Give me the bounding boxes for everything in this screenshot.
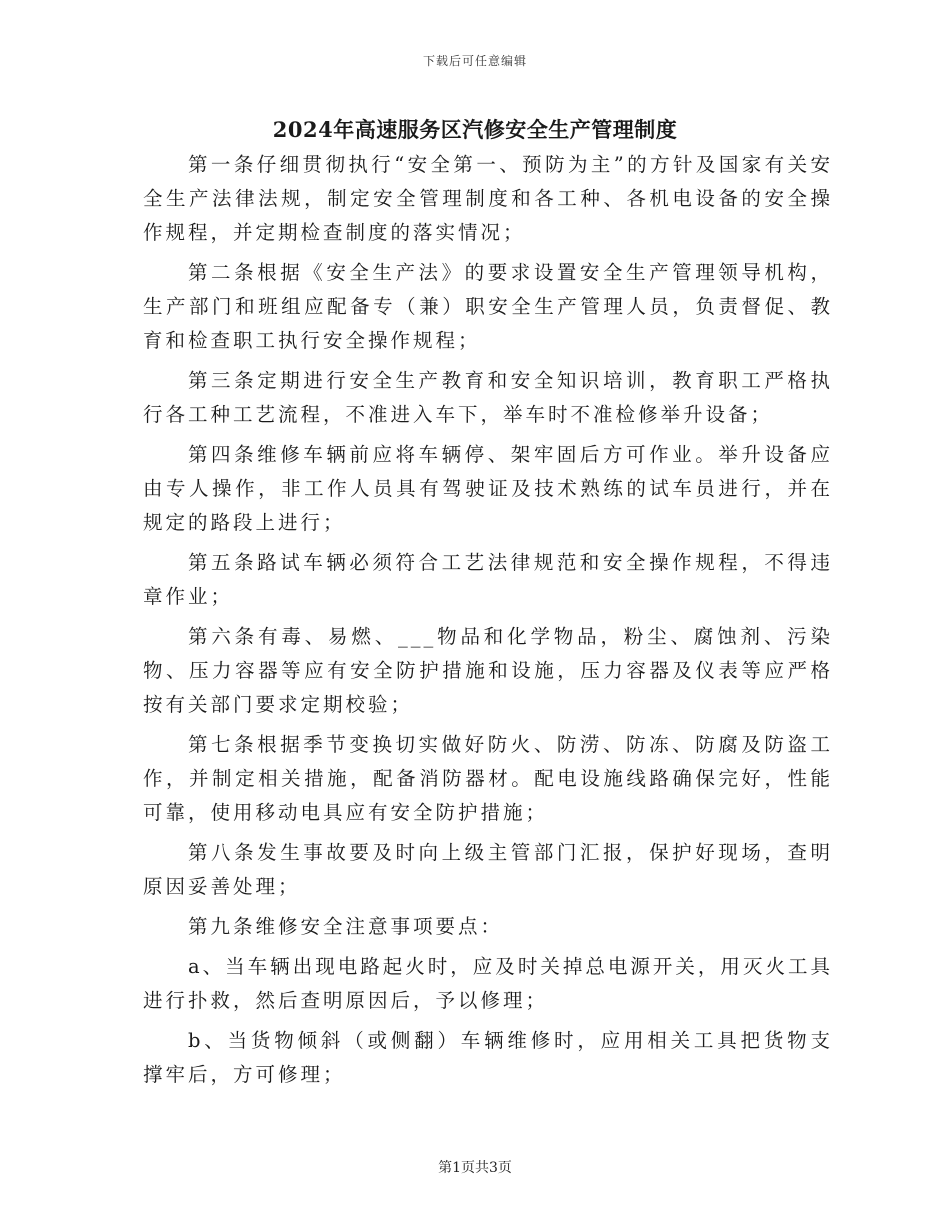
document-title: 2024年高速服务区汽修安全生产管理制度	[272, 117, 678, 142]
paragraph-article-1: 第一条仔细贯彻执行“安全第一、预防为主”的方针及国家有关安全生产法律法规，制定安全管理制度和各工种、各机电设备的安全操作规程，并定期检查制度的落实情况；	[143, 153, 833, 244]
paragraph-article-2: 第二条根据《安全生产法》的要求设置安全生产管理领导机构，生产部门和班组应配备专（兼）职安全生产管理人员，负责督促、教育和检查职工执行安全操作规程；	[143, 261, 833, 352]
paragraph-article-4: 第四条维修车辆前应将车辆停、架牢固后方可作业。举升设备应由专人操作，非工作人员具有驾驶证及技术熟练的试车员进行，并在规定的路段上进行；	[143, 443, 833, 534]
page-number: 第1页共3页	[438, 1160, 512, 1176]
page-header-note: 下载后可任意编辑	[422, 54, 527, 68]
paragraph-item-b: b、当货物倾斜（或侧翻）车辆维修时，应用相关工具把货物支撑牢后，方可修理；	[143, 1029, 833, 1086]
paragraph-article-8: 第八条发生事故要及时向上级主管部门汇报，保护好现场，查明原因妥善处理；	[143, 841, 833, 898]
paragraph-item-a: a、当车辆出现电路起火时，应及时关掉总电源开关，用灭火工具进行扑救，然后查明原因后，予以修理；	[143, 955, 833, 1012]
paragraph-article-9: 第九条维修安全注意事项要点：	[188, 915, 504, 938]
paragraph-article-7: 第七条根据季节变换切实做好防火、防涝、防冻、防腐及防盗工作，并制定相关措施，配备消防器材。配电设施线路确保完好，性能可靠，使用移动电具应有安全防护措施；	[143, 733, 833, 824]
paragraph-article-6: 第六条有毒、易燃、___物品和化学物品，粉尘、腐蚀剂、污染物、压力容器等应有安全防护措施和设施，压力容器及仪表等应严格按有关部门要求定期校验；	[143, 625, 833, 716]
paragraph-article-3: 第三条定期进行安全生产教育和安全知识培训，教育职工严格执行各工种工艺流程，不准进入车下，举车时不准检修举升设备；	[143, 369, 833, 426]
document-body	[143, 148, 833, 1098]
paragraph-article-5: 第五条路试车辆必须符合工艺法律规范和安全操作规程，不得违章作业；	[143, 551, 833, 608]
